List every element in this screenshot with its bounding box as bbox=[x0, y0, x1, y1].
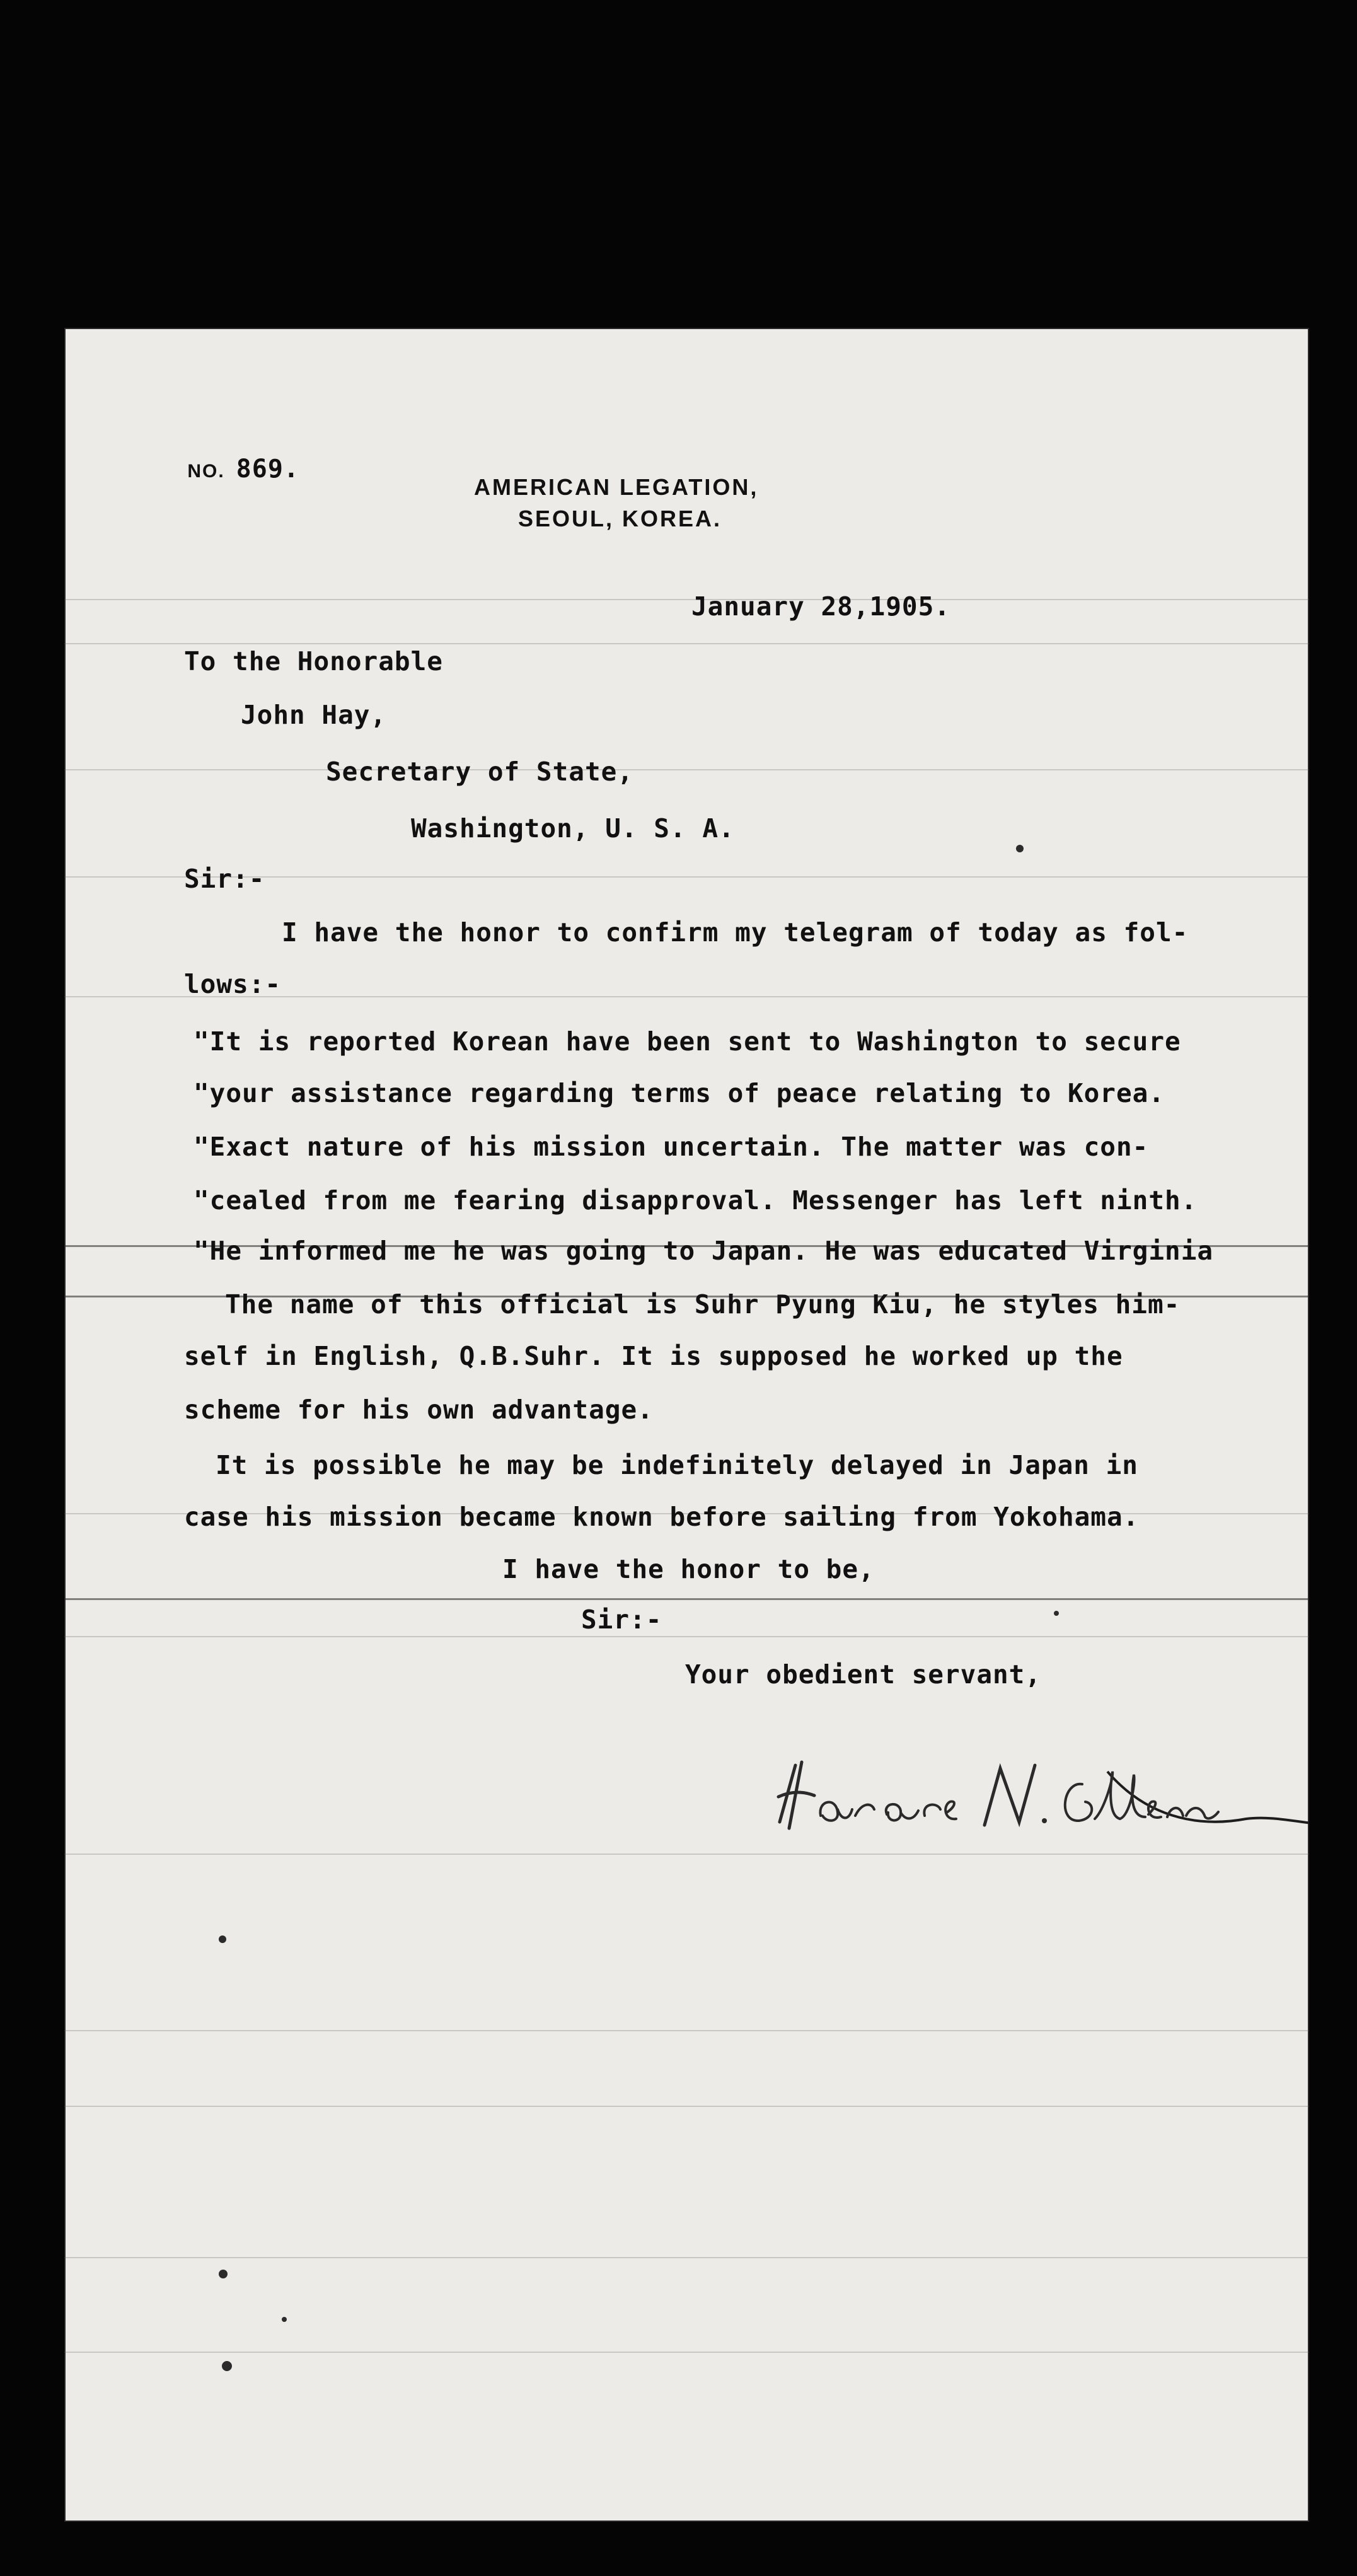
address-title: Secretary of State, bbox=[326, 757, 633, 787]
body-line: "It is reported Korean have been sent to Washington to secure bbox=[193, 1026, 1181, 1057]
body-line: "your assistance regarding terms of peace relating to Korea. bbox=[193, 1078, 1165, 1108]
document-number bbox=[124, 426, 299, 513]
closing-line-2: Sir:- bbox=[581, 1604, 662, 1635]
letterhead-line-2: SEOUL, KOREA. bbox=[518, 506, 722, 531]
letter-page bbox=[64, 328, 1309, 2522]
letterhead-line-1: AMERICAN LEGATION, bbox=[474, 474, 759, 500]
paper-rule bbox=[64, 769, 1309, 770]
paper-rule bbox=[64, 2257, 1309, 2258]
address-place: Washington, U. S. A. bbox=[411, 813, 735, 844]
paper-rule bbox=[64, 643, 1309, 644]
body-line: lows:- bbox=[184, 969, 282, 999]
document-number-label: NO. bbox=[187, 461, 225, 482]
body-line: It is possible he may be indefinitely delayed in Japan in bbox=[216, 1450, 1138, 1480]
paper-rule bbox=[64, 1854, 1309, 1855]
letter-greeting: Sir:- bbox=[184, 864, 265, 894]
paper-rule bbox=[64, 2106, 1309, 2107]
document-number-value: 869. bbox=[236, 455, 299, 484]
scan-speck bbox=[219, 1935, 226, 1943]
paper-rule bbox=[64, 1598, 1309, 1600]
address-salutation: To the Honorable bbox=[184, 646, 443, 676]
body-line: scheme for his own advantage. bbox=[184, 1395, 654, 1425]
body-line: The name of this official is Suhr Pyung Kiu, he styles him- bbox=[225, 1289, 1181, 1320]
closing-line-1: I have the honor to be, bbox=[502, 1554, 875, 1584]
body-line: "Exact nature of his mission uncertain. The matter was con- bbox=[193, 1132, 1149, 1162]
body-line: I have the honor to confirm my telegram of today as fol- bbox=[282, 917, 1189, 948]
scan-speck bbox=[1054, 1611, 1059, 1616]
scan-speck bbox=[222, 2361, 232, 2371]
paper-rule bbox=[64, 1636, 1309, 1637]
address-name: John Hay, bbox=[241, 700, 387, 730]
body-line: self in English, Q.B.Suhr. It is supposed he worked up the bbox=[184, 1341, 1123, 1371]
letter-date: January 28,1905. bbox=[691, 591, 950, 622]
scan-speck bbox=[219, 2270, 228, 2278]
paper-rule bbox=[64, 2030, 1309, 2031]
paper-rule bbox=[64, 599, 1309, 600]
scan-speck bbox=[1016, 845, 1024, 852]
scan-speck bbox=[282, 2317, 287, 2322]
handwritten-signature bbox=[767, 1746, 1309, 1854]
body-line: case his mission became known before sailing from Yokohama. bbox=[184, 1502, 1140, 1532]
paper-rule bbox=[64, 2352, 1309, 2353]
body-line: "He informed me he was going to Japan. He was educated Virginia bbox=[193, 1236, 1214, 1266]
closing-line-3: Your obedient servant, bbox=[685, 1659, 1042, 1690]
body-line: "cealed from me fearing disapproval. Messenger has left ninth. bbox=[193, 1185, 1198, 1215]
